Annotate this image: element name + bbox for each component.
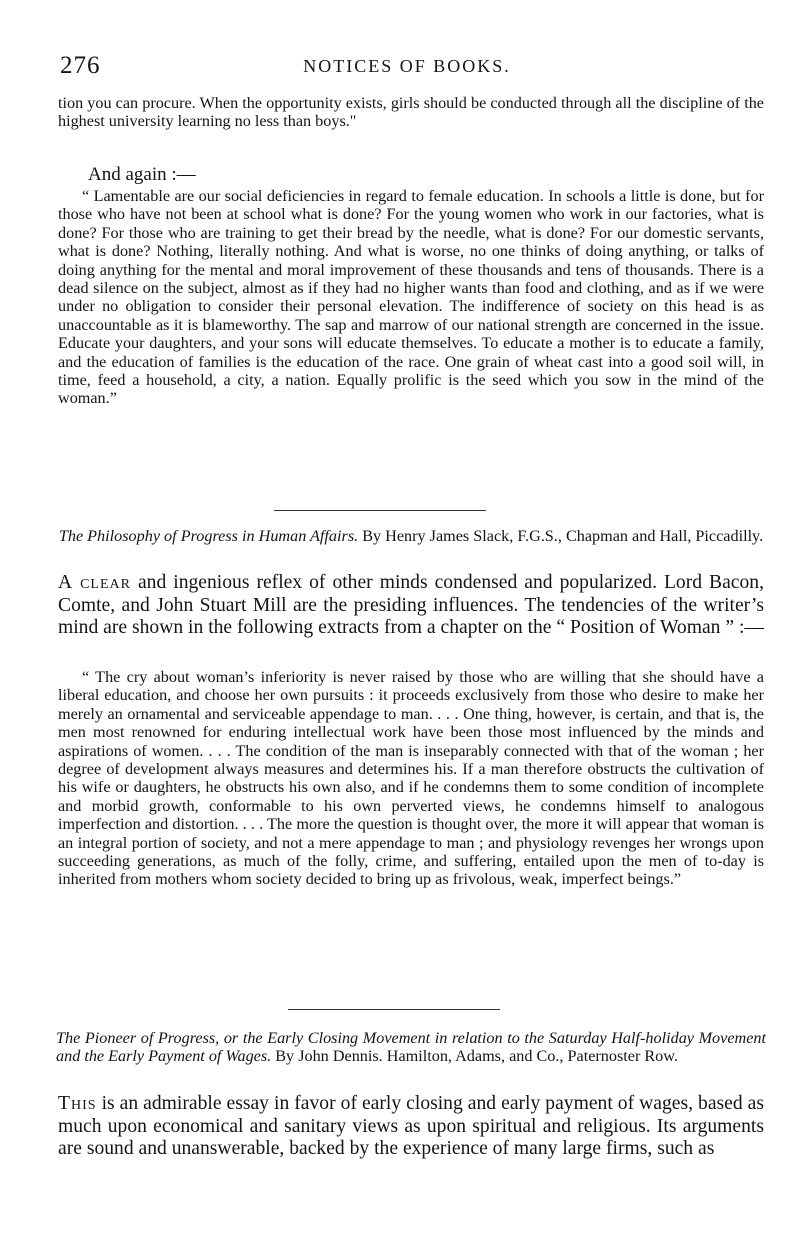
review-one-lead: A clear <box>58 572 131 593</box>
review-two-book-title: The Pioneer of Progress, or the Early Closing Movement in relation to the Saturday Half-holiday Movement and the Early Payment of Wages. <box>56 1029 766 1066</box>
review-two-publisher: By John Dennis. Hamilton, Adams, and Co., Paternoster Row. <box>275 1047 678 1066</box>
review-one-book-title: The Philosophy of Progress in Human Affairs. <box>58 527 359 545</box>
review-two-title <box>56 1029 766 1066</box>
page-number: 276 <box>60 52 101 79</box>
review-one-body <box>58 572 764 640</box>
review-one-title <box>56 527 766 545</box>
review-two-text: is an admirable essay in favor of early closing and early payment of wages, based as much upon economical and sanitary views as upon spiritual and religious. Its arguments are sound and unanswerable, backed by the experience of many large firms, such as <box>58 1093 764 1160</box>
review-two-body <box>58 1093 764 1161</box>
review-one-text: and ingenious reflex of other minds condensed and popularized. Lord Bacon, Comte, and John Stuart Mill are the presiding influences. The tendencies of the writer’s mind are shown in the following extracts from a chapter on the “ Position of Woman ” :— <box>58 572 764 639</box>
review-one-publisher: By Henry James Slack, F.G.S., Chapman and Hall, Piccadilly. <box>362 527 764 545</box>
section-divider <box>274 510 486 511</box>
continued-paragraph: tion you can procure. When the opportunity exists, girls should be conducted through all the discipline of the highest university learning no less than boys." <box>58 94 764 131</box>
quote-position-of-woman: “ The cry about woman’s inferiority is never raised by those who are willing that she should have a liberal education, and choose her own pursuits : it proceeds exclusively from those who desire to make her merely an ornamental and serviceable appendage to man. . . . One thing, however, is certain, and that is, the men most renowned for enduring intellectual work have been those most influenced by the minds and aspirations of women. . . . The condition of the man is inseparably connected with that of the woman ; her degree of development always measures and determines his. If a man therefore obstructs the cultivation of his wife or daughters, he obstructs his own also, and if he condemns them to some condition of incomplete and morbid growth, conformable to his own perverted views, he condemns himself to analogous imperfection and distortion. . . . The more the question is thought over, the more it will appear that woman is an integral portion of society, and not a mere appendage to man ; and physiology revenges her wrongs upon succeeding generations, as much of the folly, crime, and suffering, entailed upon the men of to-day is inherited from mothers whom society decided to bring up as frivolous, weak, imperfect beings.” <box>58 668 764 889</box>
review-two-lead: This <box>58 1093 97 1114</box>
running-head: NOTICES OF BOOKS. <box>303 56 511 76</box>
quote-female-education: “ Lamentable are our social deficiencies in regard to female education. In schools a little is done, but for those who have not been at school what is done? For the young women who work in our factories, what is done? For those who are training to get their bread by the needle, what is done? For our domestic servants, what is done? Nothing, literally nothing. And what is worse, no one thinks of doing anything, or talks of doing anything for the mental and moral improvement of these thousands and tens of thousands. There is a dead silence on the subject, almost as if they had no higher wants than food and clothing, and as if we were under no obligation to consider their personal elevation. The indifference of society on this head is as unaccountable as it is blameworthy. The sap and marrow of our national strength are concerned in the issue. Educate your daughters, and your sons will educate themselves. To educate a mother is to educate a family, and the education of families is the education of the race. One grain of wheat cast into a good soil will, in time, feed a household, a city, a nation. Equally prolific is the seed which you sow in the mind of the woman.” <box>58 187 764 408</box>
page-header <box>56 52 758 82</box>
and-again-line: And again :— <box>88 164 196 185</box>
section-divider <box>288 1009 500 1010</box>
